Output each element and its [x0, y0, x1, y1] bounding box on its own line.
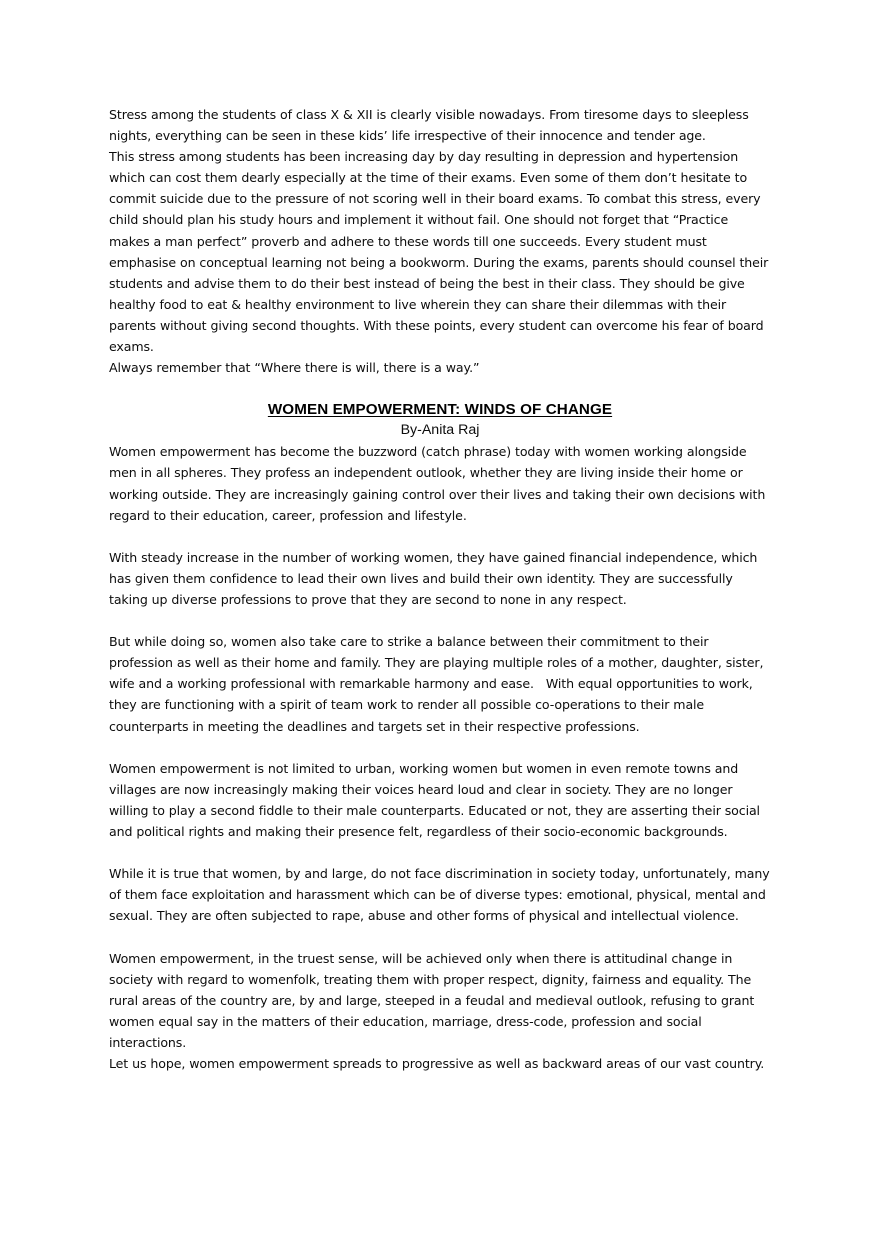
- spacer-women-5: [109, 926, 771, 947]
- spacer-women-2: [109, 610, 771, 631]
- paragraph-women-1: Women empowerment has become the buzzword (catch phrase) today with women working alongside men in all spheres. They profess an independent outlook, whether they are living inside their home or working outside. They are increasingly gaining control over their lives and taking their own decisions with regard to their education, career, profession and lifestyle.: [109, 444, 770, 523]
- paragraph-stress-main: This stress among students has been increasing day by day resulting in depression and hypertension which can cost them dearly especially at the time of their exams. Even some of them don’t hesitate to commit suicide due to the pressure of not scoring well in their board exams. To combat this stress, every child should plan his study hours and implement it without fail. One should not forget that “Practice makes a man perfect” proverb and adhere to these words till one succeeds. Every student must emphasise on conceptual learning not being a bookworm. During the exams, parents should counsel their students and advise them to do their best instead of being the best in their class. They should be give healthy food to eat & healthy environment to live wherein they can share their dilemmas with their parents without giving second thoughts. With these points, every student can overcome his fear of board exams.: [109, 149, 773, 355]
- article-title: WOMEN EMPOWERMENT: WINDS OF CHANGE: [267, 401, 613, 419]
- article-title-block: [109, 399, 771, 420]
- paragraph-stress-intro: Stress among the students of class X & XII is clearly visible nowadays. From tiresome days to sleepless nights, everything can be seen in these kids’ life irrespective of their innocence and tender age.: [109, 107, 753, 144]
- document-body: [109, 104, 774, 1074]
- paragraph-women-3: But while doing so, women also take care to strike a balance between their commitment to their profession as well as their home and family. They are playing multiple roles of a mother, daughter, sister, wife and a working professional with remarkable harmony and ease. With equal opportunities to work, they are functioning with a spirit of team work to render all possible co-operations to their male counterparts in meeting the deadlines and targets set in their respective professions.: [109, 634, 768, 734]
- spacer-women-4: [109, 842, 771, 863]
- spacer-before-title: [109, 378, 771, 399]
- paragraph-women-7: Let us hope, women empowerment spreads to progressive as well as backward areas of our vast country.: [109, 1056, 765, 1072]
- article-byline: By-Anita Raj: [400, 422, 480, 439]
- paragraph-women-4: Women empowerment is not limited to urban, working women but women in even remote towns and villages are now increasingly making their voices heard loud and clear in society. They are no longer willing to play a second fiddle to their male counterparts. Educated or not, they are asserting their social and political rights and making their presence felt, regardless of their socio-economic backgrounds.: [109, 760, 764, 839]
- spacer-women-1: [109, 526, 771, 547]
- spacer-women-3: [109, 737, 771, 758]
- paragraph-women-5: While it is true that women, by and large, do not face discrimination in society today, unfortunately, many of them face exploitation and harassment which can be of diverse types: emotional, physical, mental and sexual. They are often subjected to rape, abuse and other forms of physical and intellectual violence.: [109, 866, 774, 924]
- paragraph-women-2: With steady increase in the number of working women, they have gained financial independence, which has given them confidence to lead their own lives and build their own identity. They are successfully taking up diverse professions to prove that they are second to none in any respect.: [109, 549, 762, 607]
- paragraph-stress-closing: Always remember that “Where there is will, there is a way.”: [109, 360, 480, 376]
- paragraph-women-6: Women empowerment, in the truest sense, will be achieved only when there is attitudinal change in society with regard to womenfolk, treating them with proper respect, dignity, fairness and equality. The rural areas of the country are, by and large, steeped in a feudal and medieval outlook, refusing to grant women equal say in the matters of their education, marriage, dress-code, profession and social interactions.: [109, 950, 759, 1050]
